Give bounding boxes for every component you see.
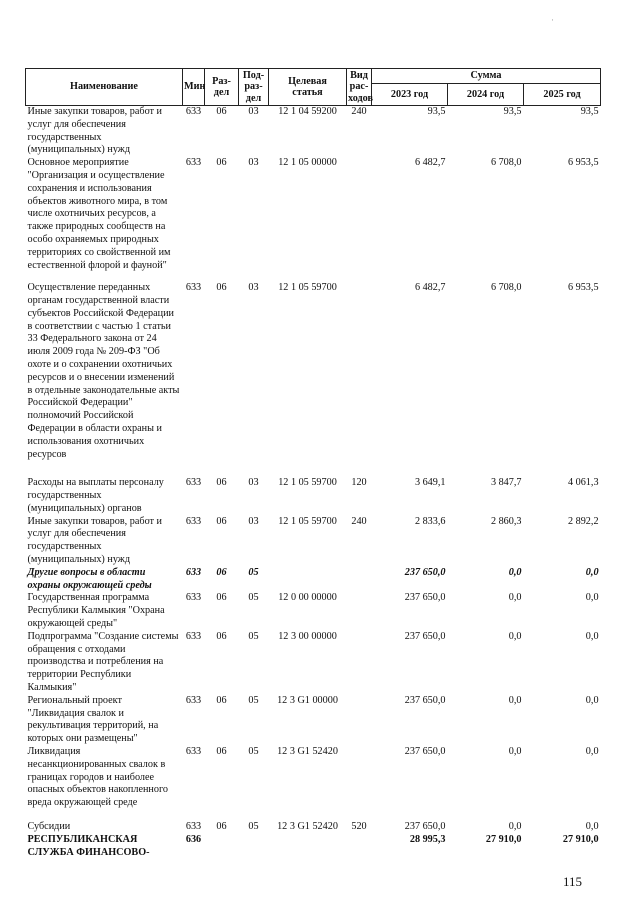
row-razdel: 06 — [216, 106, 227, 117]
row-sum-2024: 0,0 — [508, 745, 522, 757]
row-sum-2024: 2 860,3 — [490, 515, 522, 527]
row-sum-2025: 0,0 — [585, 630, 599, 642]
row-sum-2024: 27 910,0 — [485, 833, 522, 845]
table-row — [26, 695, 601, 746]
row-sum-2023: 237 650,0 — [404, 694, 446, 706]
table-header — [26, 69, 601, 106]
row-min: 633 — [185, 694, 202, 706]
row-sum-2024: 0,0 — [508, 592, 522, 604]
row-sum-2024: 6 708,0 — [490, 282, 522, 294]
row-name: Другие вопросы в области охраны окружающей среды — [27, 566, 152, 591]
row-podrazdel: 03 — [248, 106, 259, 117]
table-row — [26, 106, 601, 158]
row-podrazdel: 05 — [248, 745, 259, 757]
row-name: Региональный проект "Ликвидация свалок и рекультивация территорий, на которых они размещены" — [27, 694, 159, 745]
row-min: 633 — [185, 157, 202, 169]
row-vid — [347, 157, 372, 282]
row-min: 636 — [185, 833, 202, 845]
row-vid: 240 — [351, 515, 367, 527]
table-row — [26, 746, 601, 821]
row-min: 633 — [185, 630, 202, 642]
row-sum-2025: 0,0 — [585, 566, 599, 578]
row-podrazdel: 05 — [248, 694, 259, 706]
row-min: 633 — [185, 820, 202, 832]
row-target: 12 0 00 00000 — [278, 592, 337, 604]
row-target: 12 1 05 59700 — [278, 515, 337, 527]
row-podrazdel: 03 — [248, 515, 259, 527]
row-vid: 520 — [351, 820, 367, 832]
row-sum-2025: 0,0 — [585, 694, 599, 706]
row-razdel: 06 — [216, 694, 227, 706]
row-min: 633 — [185, 745, 202, 757]
row-vid — [347, 282, 372, 477]
row-sum-2025: 27 910,0 — [562, 833, 599, 845]
row-razdel: 06 — [216, 630, 227, 642]
row-name: Иные закупки товаров, работ и услуг для обеспечения государственных (муниципальных) нужд — [27, 106, 162, 156]
row-name: Расходы на выплаты персоналу государственных (муниципальных) органов — [27, 477, 164, 514]
row-vid — [347, 592, 372, 630]
row-razdel: 06 — [216, 157, 227, 169]
row-target: 12 3 G1 52420 — [277, 820, 338, 832]
table-row — [26, 516, 601, 567]
row-min: 633 — [185, 106, 202, 117]
row-sum-2023: 237 650,0 — [404, 820, 446, 832]
row-sum-2025: 93,5 — [580, 106, 599, 117]
row-razdel: 06 — [216, 515, 227, 527]
row-sum-2023: 237 650,0 — [404, 592, 446, 604]
table-row — [26, 477, 601, 515]
row-sum-2024: 0,0 — [508, 566, 522, 578]
row-sum-2025: 2 892,2 — [567, 515, 599, 527]
budget-table — [25, 68, 601, 860]
header-2024: 2024 год — [448, 84, 524, 106]
row-sum-2024: 0,0 — [508, 630, 522, 642]
row-target: 12 3 00 00000 — [278, 630, 337, 642]
table-row — [26, 821, 601, 834]
row-min: 633 — [185, 592, 202, 604]
row-sum-2025: 4 061,3 — [567, 477, 599, 489]
header-name: Наименование — [26, 69, 183, 106]
row-sum-2023: 6 482,7 — [414, 282, 446, 294]
header-2023: 2023 год — [372, 84, 448, 106]
row-target: 12 3 G1 52420 — [277, 745, 338, 757]
row-podrazdel: 05 — [248, 630, 259, 642]
row-vid — [347, 834, 372, 860]
row-target: 12 3 G1 00000 — [277, 694, 338, 706]
row-podrazdel: 05 — [248, 592, 259, 604]
row-razdel: 06 — [216, 477, 227, 489]
row-vid: 240 — [351, 106, 367, 117]
row-min: 633 — [185, 282, 202, 294]
row-sum-2024: 3 847,7 — [490, 477, 522, 489]
row-target — [269, 567, 347, 593]
header-min: Мин — [183, 69, 205, 106]
row-name: Подпрограмма "Создание системы обращения с отходами производства и потребления на территории Республики Калмыкия" — [27, 630, 179, 693]
row-sum-2023: 3 649,1 — [414, 477, 446, 489]
header-2025: 2025 год — [524, 84, 601, 106]
row-sum-2023: 2 833,6 — [414, 515, 446, 527]
row-target: 12 1 04 59200 — [278, 106, 337, 117]
row-name: РЕСПУБЛИКАНСКАЯ СЛУЖБА ФИНАНСОВО- — [27, 833, 150, 858]
row-sum-2024: 93,5 — [503, 106, 522, 117]
table-row — [26, 567, 601, 593]
row-name: Осуществление переданных органам государственной власти субъектов Российской Федерации в соответствии с частью 1 статьи 33 Федерального закона от 24 июля 2009 года № 209-ФЗ "Об охоте и о сохранении охотничьих ресурсов и о внесении изменений в отдельные законодательные акты Российской Федерации" полномочий Российской Федерации в области охраны и использования охотничьих ресурсов — [27, 282, 180, 460]
header-vid: Вид рас- ходов — [348, 69, 374, 104]
row-sum-2024: 0,0 — [508, 694, 522, 706]
row-sum-2023: 93,5 — [427, 106, 446, 117]
row-sum-2023: 237 650,0 — [404, 745, 446, 757]
table-row — [26, 282, 601, 477]
row-vid: 120 — [351, 477, 367, 489]
row-sum-2025: 0,0 — [585, 592, 599, 604]
row-sum-2023: 237 650,0 — [404, 630, 446, 642]
row-vid — [347, 695, 372, 746]
table-body — [26, 106, 601, 860]
row-target: 12 1 05 00000 — [278, 157, 337, 169]
row-razdel: 06 — [216, 566, 227, 578]
row-sum-2025: 0,0 — [585, 820, 599, 832]
row-podrazdel: 03 — [248, 477, 259, 489]
row-min: 633 — [185, 515, 202, 527]
row-target — [269, 834, 347, 860]
row-podrazdel: 05 — [248, 820, 259, 832]
row-vid — [347, 631, 372, 695]
row-podrazdel: 03 — [248, 282, 259, 294]
row-min: 633 — [185, 477, 202, 489]
header-target: Целевая статья — [269, 69, 347, 106]
row-sum-2024: 6 708,0 — [490, 157, 522, 169]
row-vid — [347, 567, 372, 593]
row-name: Субсидии — [27, 820, 71, 832]
row-sum-2025: 6 953,5 — [567, 157, 599, 169]
page-number: 115 — [563, 874, 583, 889]
row-sum-2025: 6 953,5 — [567, 282, 599, 294]
row-name: Ликвидация несанкционированных свалок в границах городов и наиболее опасных объектов накопленного вреда окружающей среде — [27, 745, 168, 809]
row-target: 12 1 05 59700 — [278, 282, 337, 294]
row-sum-2025: 0,0 — [585, 745, 599, 757]
table-row — [26, 592, 601, 630]
table-row — [26, 157, 601, 282]
row-target: 12 1 05 59700 — [278, 477, 337, 489]
row-razdel: 06 — [216, 282, 227, 294]
row-razdel — [205, 834, 239, 860]
row-razdel: 06 — [216, 745, 227, 757]
row-sum-2023: 6 482,7 — [414, 157, 446, 169]
row-podrazdel — [239, 834, 269, 860]
row-name: Основное мероприятие "Организация и осуществление сохранения и использования объектов животного мира, в том числе охотничьих ресурсов, а также природных сообществ на особо охраняемых природных территориях со свойственной им естественной флорой и фауной" — [27, 157, 171, 271]
row-podrazdel: 03 — [248, 157, 259, 169]
row-vid — [347, 746, 372, 821]
header-sum: Сумма — [372, 69, 601, 84]
row-sum-2024: 0,0 — [508, 820, 522, 832]
table-row — [26, 834, 601, 860]
header-podrazdel: Под- раз- дел — [239, 69, 269, 106]
row-razdel: 06 — [216, 592, 227, 604]
row-razdel: 06 — [216, 820, 227, 832]
corner-mark: · — [551, 15, 554, 25]
row-name: Государственная программа Республики Калмыкия "Охрана окружающей среды" — [27, 592, 165, 629]
row-min: 633 — [185, 566, 202, 578]
row-sum-2023: 237 650,0 — [404, 566, 446, 578]
row-sum-2023: 28 995,3 — [409, 833, 446, 845]
header-razdel: Раз- дел — [205, 69, 239, 106]
row-name: Иные закупки товаров, работ и услуг для обеспечения государственных (муниципальных) нужд — [27, 515, 162, 565]
row-podrazdel: 05 — [248, 566, 259, 578]
table-row — [26, 631, 601, 695]
